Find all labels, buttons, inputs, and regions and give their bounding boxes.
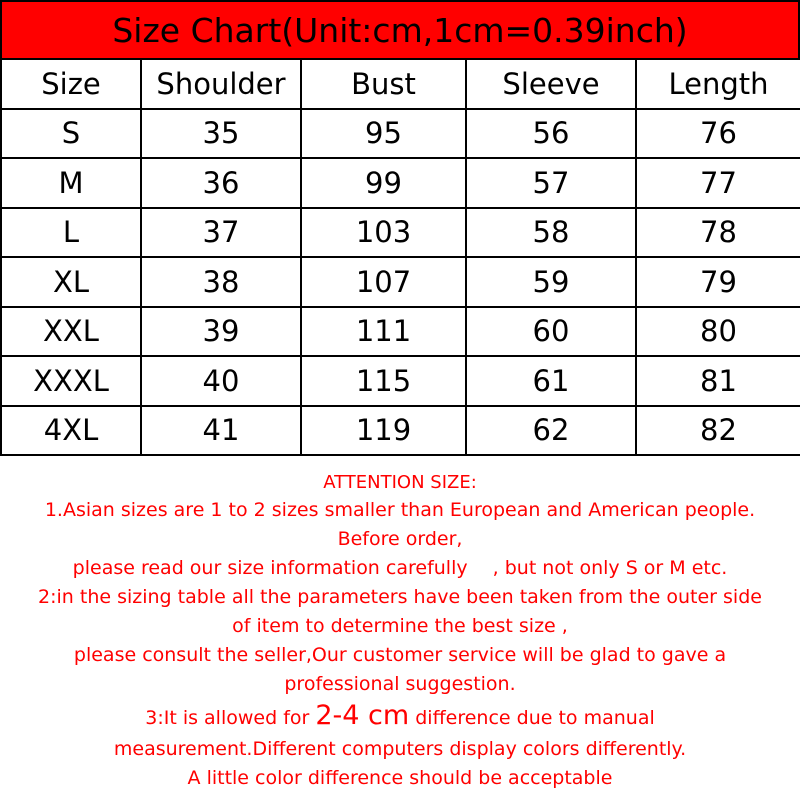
header-size: Size	[1, 59, 141, 109]
cell-size: M	[1, 158, 141, 208]
cell-sleeve: 57	[466, 158, 636, 208]
cell-bust: 95	[301, 109, 466, 159]
table-row	[1, 158, 800, 208]
cell-size: XL	[1, 257, 141, 307]
note-tolerance-suffix: difference due to manual	[409, 707, 655, 729]
table-row	[1, 208, 800, 258]
cell-shoulder: 41	[141, 406, 301, 456]
table-row	[1, 406, 800, 456]
cell-length: 79	[636, 257, 800, 307]
note-line: Before order,	[337, 528, 463, 550]
note-tolerance-highlight: 2-4 cm	[315, 700, 410, 731]
note-line: professional suggestion.	[284, 673, 516, 695]
header-length: Length	[636, 59, 800, 109]
cell-sleeve: 61	[466, 356, 636, 406]
cell-length: 81	[636, 356, 800, 406]
note-line: measurement.Different computers display colors differently.	[113, 738, 687, 760]
note-line-tolerance	[0, 699, 800, 735]
cell-bust: 115	[301, 356, 466, 406]
note-line: 1.Asian sizes are 1 to 2 sizes smaller than European and American people.	[44, 499, 756, 521]
note-line: 2:in the sizing table all the parameters have been taken from the outer side	[38, 586, 762, 608]
attention-heading: ATTENTION SIZE:	[323, 472, 477, 493]
table-row	[1, 307, 800, 357]
size-chart-title-bar	[0, 0, 800, 60]
table-row	[1, 356, 800, 406]
cell-size: XXXL	[1, 356, 141, 406]
cell-bust: 99	[301, 158, 466, 208]
cell-sleeve: 59	[466, 257, 636, 307]
cell-shoulder: 36	[141, 158, 301, 208]
note-line: please read our size information carefully , but not only S or M etc.	[72, 557, 728, 579]
cell-shoulder: 39	[141, 307, 301, 357]
cell-shoulder: 38	[141, 257, 301, 307]
cell-size: 4XL	[1, 406, 141, 456]
note-tolerance-prefix: 3:It is allowed for	[145, 707, 316, 729]
cell-size: XXL	[1, 307, 141, 357]
cell-shoulder: 35	[141, 109, 301, 159]
header-sleeve: Sleeve	[466, 59, 636, 109]
cell-length: 82	[636, 406, 800, 456]
cell-bust: 111	[301, 307, 466, 357]
size-chart-title: Size Chart(Unit:cm,1cm=0.39inch)	[112, 10, 688, 50]
size-table	[0, 58, 800, 456]
cell-sleeve: 58	[466, 208, 636, 258]
attention-notes	[0, 470, 800, 793]
cell-length: 78	[636, 208, 800, 258]
cell-shoulder: 37	[141, 208, 301, 258]
cell-sleeve: 62	[466, 406, 636, 456]
cell-bust: 103	[301, 208, 466, 258]
header-bust: Bust	[301, 59, 466, 109]
cell-bust: 119	[301, 406, 466, 456]
cell-length: 77	[636, 158, 800, 208]
table-row	[1, 109, 800, 159]
table-row	[1, 257, 800, 307]
cell-shoulder: 40	[141, 356, 301, 406]
cell-size: L	[1, 208, 141, 258]
cell-sleeve: 60	[466, 307, 636, 357]
cell-length: 80	[636, 307, 800, 357]
header-shoulder: Shoulder	[141, 59, 301, 109]
note-line: please consult the seller,Our customer service will be glad to gave a	[73, 644, 727, 666]
note-line: A little color difference should be acceptable	[187, 767, 613, 789]
cell-sleeve: 56	[466, 109, 636, 159]
cell-bust: 107	[301, 257, 466, 307]
note-line: of item to determine the best size ,	[232, 615, 568, 637]
cell-length: 76	[636, 109, 800, 159]
cell-size: S	[1, 109, 141, 159]
table-header-row	[1, 59, 800, 109]
